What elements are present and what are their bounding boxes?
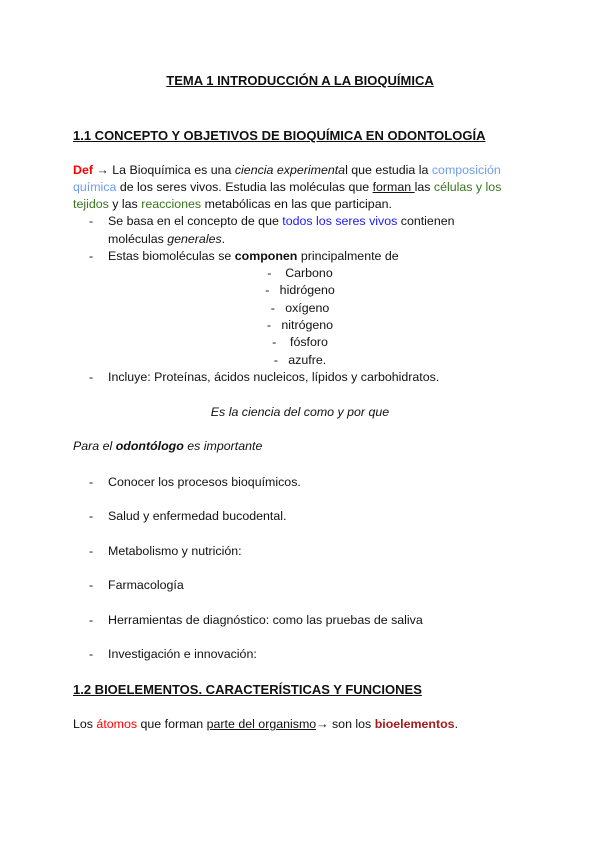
bullet-1 xyxy=(108,213,455,230)
bullet-dash: - xyxy=(89,249,94,263)
bullet-1-cont xyxy=(108,231,225,248)
element-item: - nitrógeno xyxy=(266,318,334,332)
def-label: Def xyxy=(73,163,93,177)
text: moléculas xyxy=(108,232,168,246)
text: generales xyxy=(167,232,222,246)
text: todos los seres vivos xyxy=(282,214,398,228)
definition-line-3 xyxy=(73,196,392,213)
text: contienen xyxy=(397,214,455,228)
text: las xyxy=(414,180,434,194)
text: metabólicas en las que participan. xyxy=(201,197,392,211)
list-item: Herramientas de diagnóstico: como las pruebas de saliva xyxy=(108,613,423,627)
bullet-dash: - xyxy=(89,647,94,661)
element-item: - azufre. xyxy=(273,353,327,367)
section-heading-1: 1.1 CONCEPTO Y OBJETIVOS DE BIOQUÍMICA EN ODONTOLOGÍA xyxy=(73,128,486,143)
section-heading-2: 1.2 BIOELEMENTOS. CARACTERÍSTICAS Y FUNCIONES xyxy=(73,682,422,697)
list-item: Conocer los procesos bioquímicos. xyxy=(108,475,301,489)
quote: Es la ciencia del como y por que xyxy=(210,405,390,419)
bullet-3: Incluye: Proteínas, ácidos nucleicos, lípidos y carbohidratos. xyxy=(108,370,440,384)
element-item: - fósforo xyxy=(272,335,328,349)
element-item: - Carbono xyxy=(267,266,333,280)
text: tejidos xyxy=(73,197,109,211)
bullet-dash: - xyxy=(89,509,94,523)
text: Se basa en el concepto de que xyxy=(108,214,283,228)
list-item: Salud y enfermedad bucodental. xyxy=(108,509,287,523)
text: → La Bioquímica es una xyxy=(92,163,235,177)
list-item: Farmacología xyxy=(108,578,184,592)
element-item: - oxígeno xyxy=(270,301,330,315)
text: l que estudia la xyxy=(345,163,432,177)
text: componen xyxy=(234,249,298,263)
text: ciencia experimenta xyxy=(234,163,346,177)
list-item: Metabolismo y nutrición: xyxy=(108,544,242,558)
list-item: Investigación e innovación: xyxy=(108,647,257,661)
para-intro: Para el odontólogo es importante xyxy=(73,439,263,453)
bullet-dash: - xyxy=(89,370,94,384)
bullet-dash: - xyxy=(89,214,94,228)
document-title: TEMA 1 INTRODUCCIÓN A LA BIOQUÍMICA xyxy=(166,73,434,88)
text: y las xyxy=(108,197,142,211)
bullet-dash: - xyxy=(89,578,94,592)
definition-line-2 xyxy=(73,179,501,196)
text: principalmente de xyxy=(297,249,399,263)
bullet-dash: - xyxy=(89,475,94,489)
text: composición xyxy=(431,163,501,177)
text: Estas biomoléculas se xyxy=(108,249,235,263)
text: reacciones xyxy=(141,197,202,211)
text: química xyxy=(73,180,117,194)
element-item: - hidrógeno xyxy=(265,283,335,297)
bullet-dash: - xyxy=(89,613,94,627)
bullet-2 xyxy=(108,248,399,265)
definition-line-1 xyxy=(73,162,501,179)
bioelements-line: Los átomos que forman parte del organismo→ son los bioelementos. xyxy=(73,717,459,731)
text: . xyxy=(221,232,226,246)
text: de los seres vivos. Estudia las moléculas que xyxy=(116,180,373,194)
text: forman xyxy=(372,180,415,194)
text: células y los xyxy=(433,180,502,194)
bullet-dash: - xyxy=(89,544,94,558)
